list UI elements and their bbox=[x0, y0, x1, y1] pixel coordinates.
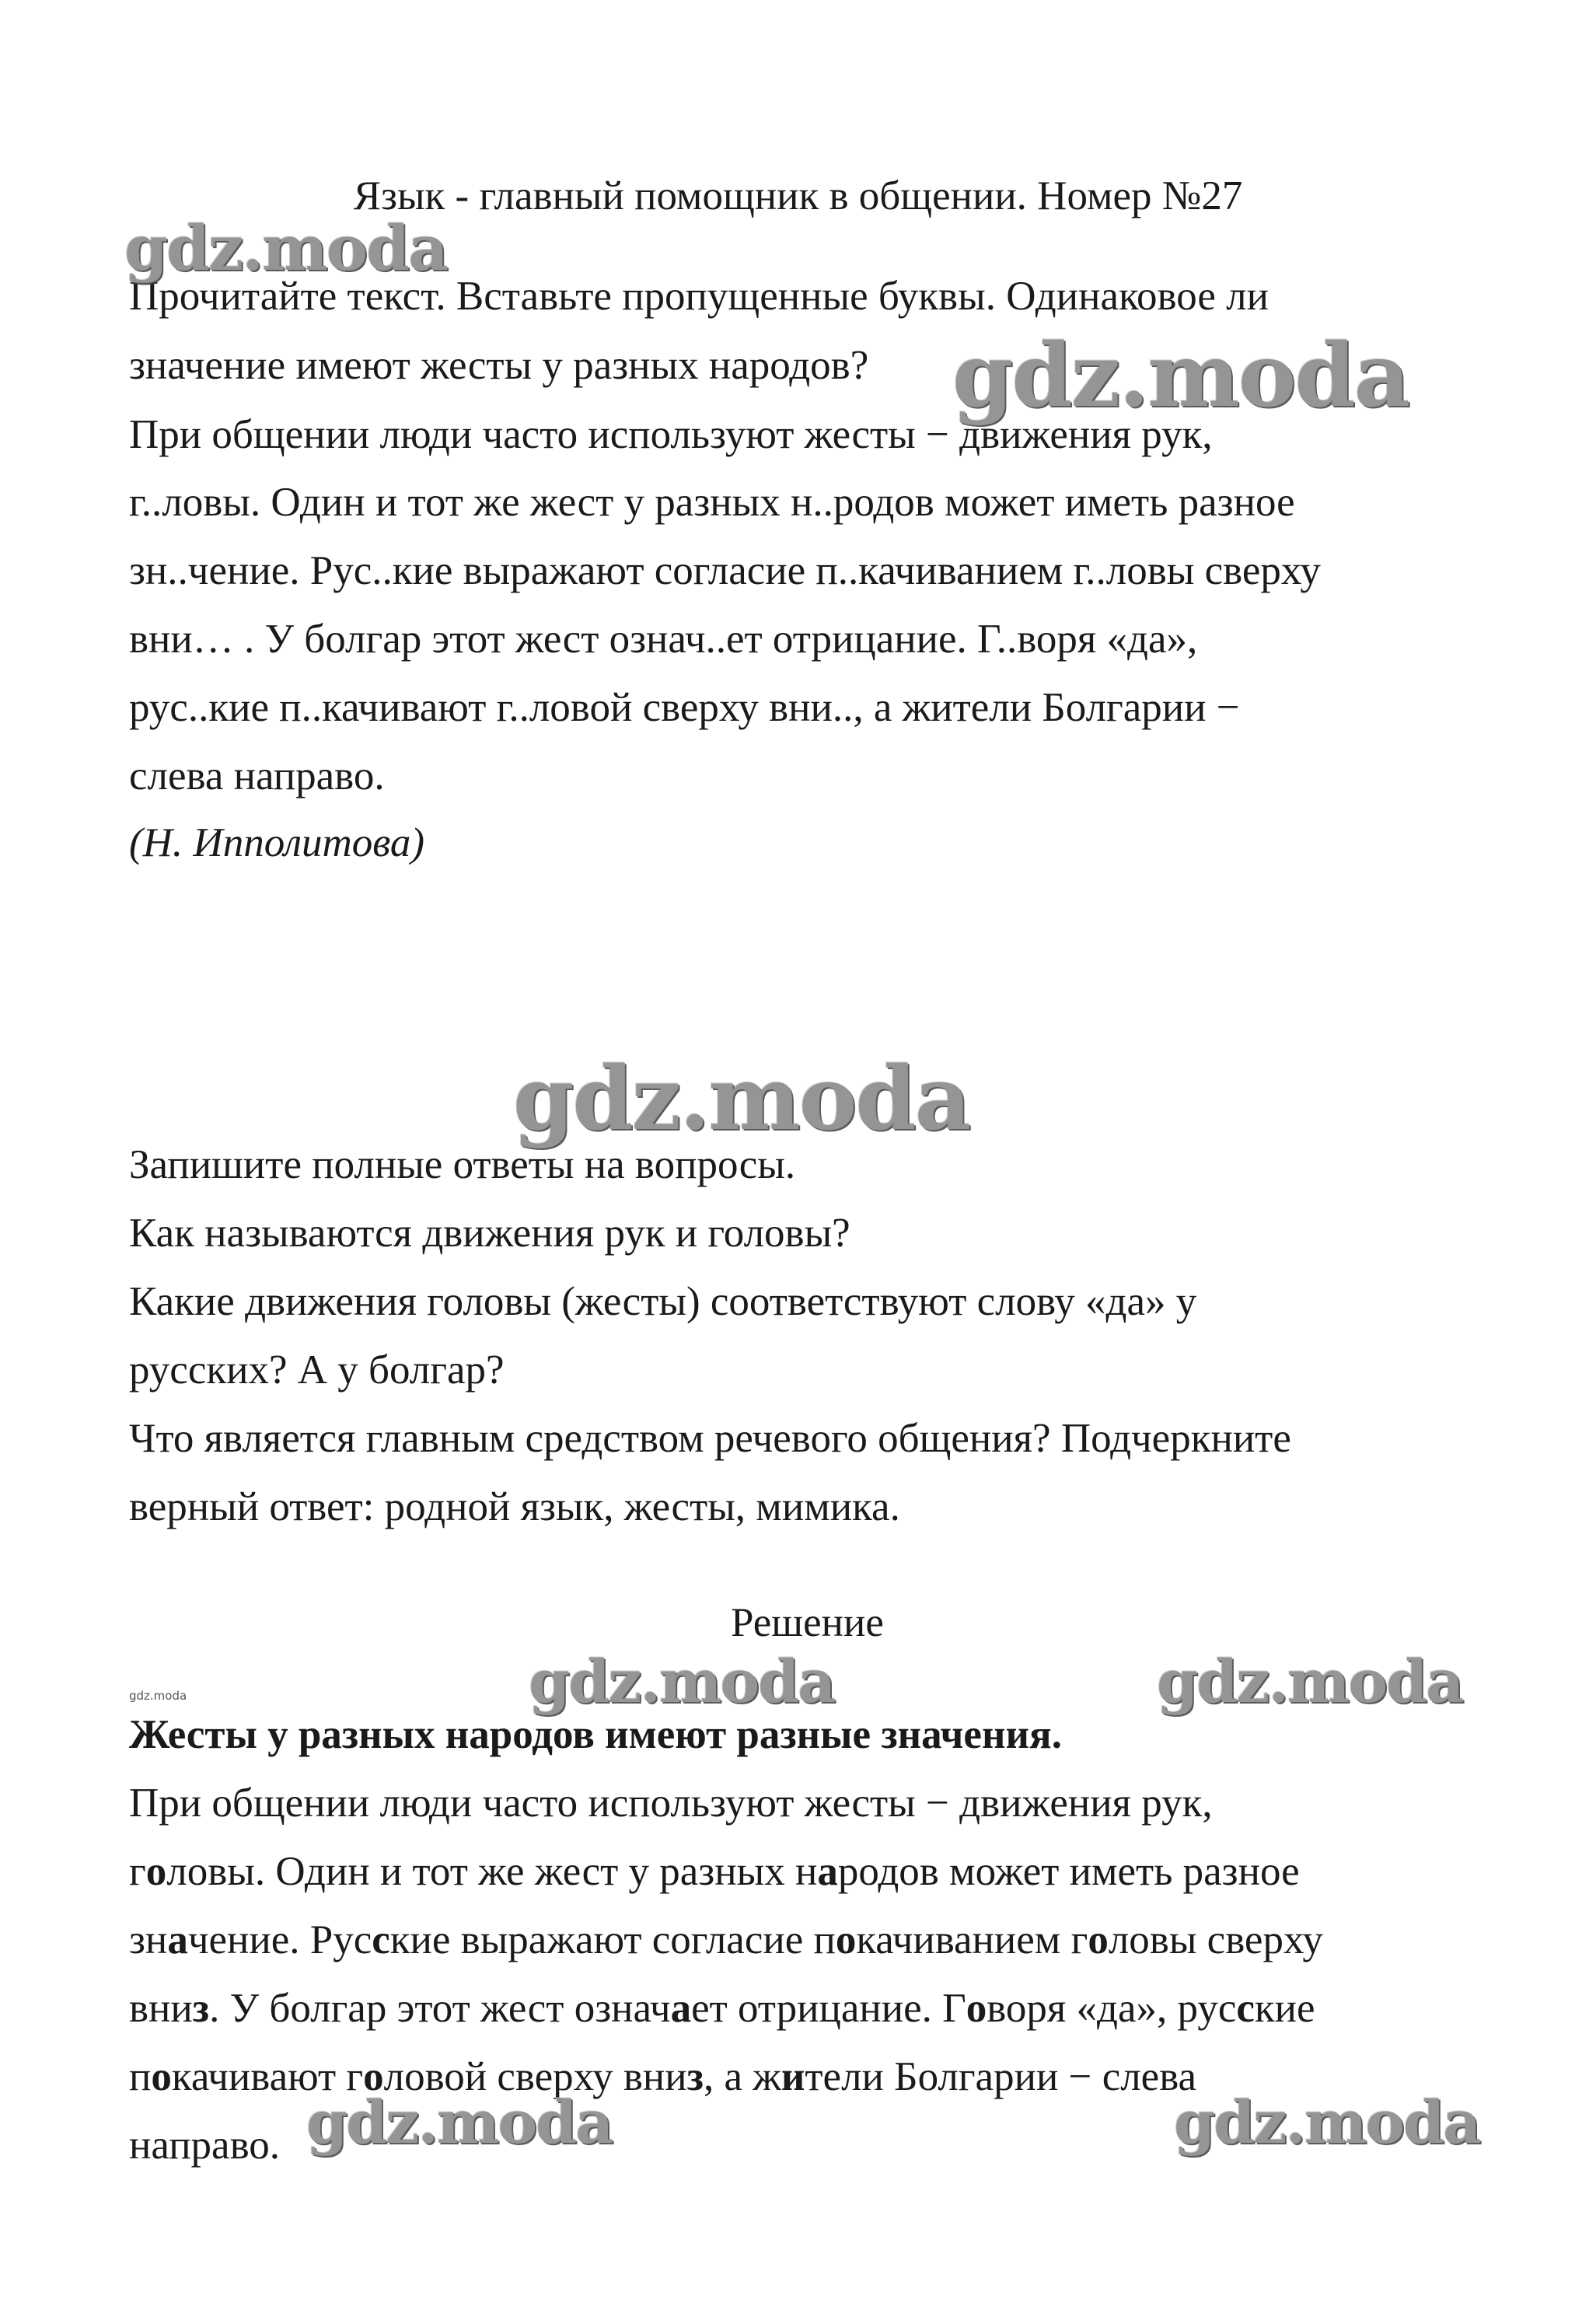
task1-text-line: г..ловы. Один и тот же жест у разных н..родов может иметь разное bbox=[129, 480, 1295, 525]
text-segment: тели Болгарии − слева bbox=[805, 2054, 1197, 2099]
solution-heading: Решение bbox=[731, 1600, 884, 1645]
inserted-letter: о bbox=[966, 1986, 987, 2031]
solution-text-line bbox=[129, 1851, 1300, 1892]
text-segment: зн bbox=[129, 1917, 168, 1962]
inserted-letter: а bbox=[817, 1849, 838, 1894]
watermark: gdz.moda bbox=[124, 211, 447, 285]
watermark: gdz.moda bbox=[513, 1048, 970, 1150]
text-segment: качиванием г bbox=[856, 1917, 1088, 1962]
inserted-letter: с bbox=[1236, 1986, 1255, 2031]
text-segment: , а ж bbox=[703, 2054, 781, 2099]
inserted-letter: с bbox=[372, 1917, 390, 1962]
solution-text-line bbox=[129, 1917, 1323, 1962]
text-segment: п bbox=[129, 2054, 152, 2099]
text-segment: кие выражают согласие п bbox=[389, 1917, 836, 1962]
inserted-letter: а bbox=[167, 1917, 188, 1962]
task1-text-line: вни… . У болгар этот жест означ..ет отрицание. Г..воря «да», bbox=[129, 617, 1198, 662]
inserted-letter: з bbox=[192, 1986, 210, 2031]
inserted-letter: о bbox=[835, 1917, 857, 1962]
task2-line: верный ответ: родной язык, жесты, мимика. bbox=[129, 1484, 900, 1529]
text-segment: ловы. Один и тот же жест у разных н bbox=[166, 1849, 818, 1894]
task2-line: Запишите полные ответы на вопросы. bbox=[129, 1142, 796, 1187]
task1-text-line: При общении люди часто используют жесты − движения рук, bbox=[129, 412, 1213, 457]
watermark: gdz.moda bbox=[1174, 2088, 1480, 2157]
task2-line: Какие движения головы (жесты) соответствуют слову «да» у bbox=[129, 1279, 1197, 1324]
solution-text-line: направо. bbox=[129, 2123, 280, 2168]
task2-line: Как называются движения рук и головы? bbox=[129, 1211, 850, 1256]
text-segment: ловой сверху вни bbox=[383, 2054, 687, 2099]
watermark: gdz.moda bbox=[529, 1647, 835, 1716]
task1-text-line: рус..кие п..качивают г..ловой сверху вни.., а жители Болгарии − bbox=[129, 685, 1240, 730]
solution-answer: Жесты у разных народов имеют разные значения. bbox=[129, 1712, 1062, 1757]
text-segment: вни bbox=[129, 1986, 193, 2031]
text-segment: родов может иметь разное bbox=[837, 1849, 1300, 1894]
text-segment: ет отрицание. Г bbox=[691, 1986, 966, 2031]
inserted-letter: о bbox=[363, 2054, 384, 2099]
text-segment: ловы сверху bbox=[1108, 1917, 1323, 1962]
task2-line: русских? А у болгар? bbox=[129, 1347, 505, 1393]
text-segment: кие bbox=[1254, 1986, 1315, 2031]
inserted-letter: о bbox=[145, 1849, 167, 1894]
text-segment: г bbox=[129, 1849, 146, 1894]
task1-instruction-line: Прочитайте текст. Вставьте пропущенные буквы. Одинаковое ли bbox=[129, 274, 1269, 319]
watermark: gdz.moda bbox=[952, 325, 1409, 427]
watermark: gdz.moda bbox=[1157, 1647, 1463, 1716]
text-segment: воря «да», рус bbox=[987, 1986, 1237, 2031]
inserted-letter: о bbox=[151, 2054, 172, 2099]
task1-text-line: зн..чение. Рус..кие выражают согласие п..качиванием г..ловы сверху bbox=[129, 548, 1321, 593]
text-segment: качивают г bbox=[171, 2054, 364, 2099]
text-segment: . У болгар этот жест означ bbox=[209, 1986, 671, 2031]
inserted-letter: о bbox=[1088, 1917, 1109, 1962]
author-citation: (Н. Ипполитова) bbox=[129, 820, 425, 865]
inserted-letter: и bbox=[781, 2054, 805, 2099]
inserted-letter: а bbox=[670, 1986, 692, 2031]
task2-line: Что является главным средством речевого общения? Подчеркните bbox=[129, 1416, 1291, 1461]
solution-text-line: При общении люди часто используют жесты − движения рук, bbox=[129, 1781, 1213, 1826]
solution-text-line bbox=[129, 1988, 1315, 2029]
solution-text-line bbox=[129, 2054, 1197, 2099]
task1-instruction-line: значение имеют жесты у разных народов? bbox=[129, 343, 869, 388]
watermark-small: gdz.moda bbox=[129, 1689, 187, 1703]
text-segment: чение. Рус bbox=[187, 1917, 372, 1962]
page-title: Язык - главный помощник в общении. Номер №27 bbox=[353, 173, 1243, 218]
inserted-letter: з bbox=[686, 2054, 704, 2099]
watermark: gdz.moda bbox=[306, 2088, 613, 2157]
task1-text-line: слева направо. bbox=[129, 753, 385, 799]
